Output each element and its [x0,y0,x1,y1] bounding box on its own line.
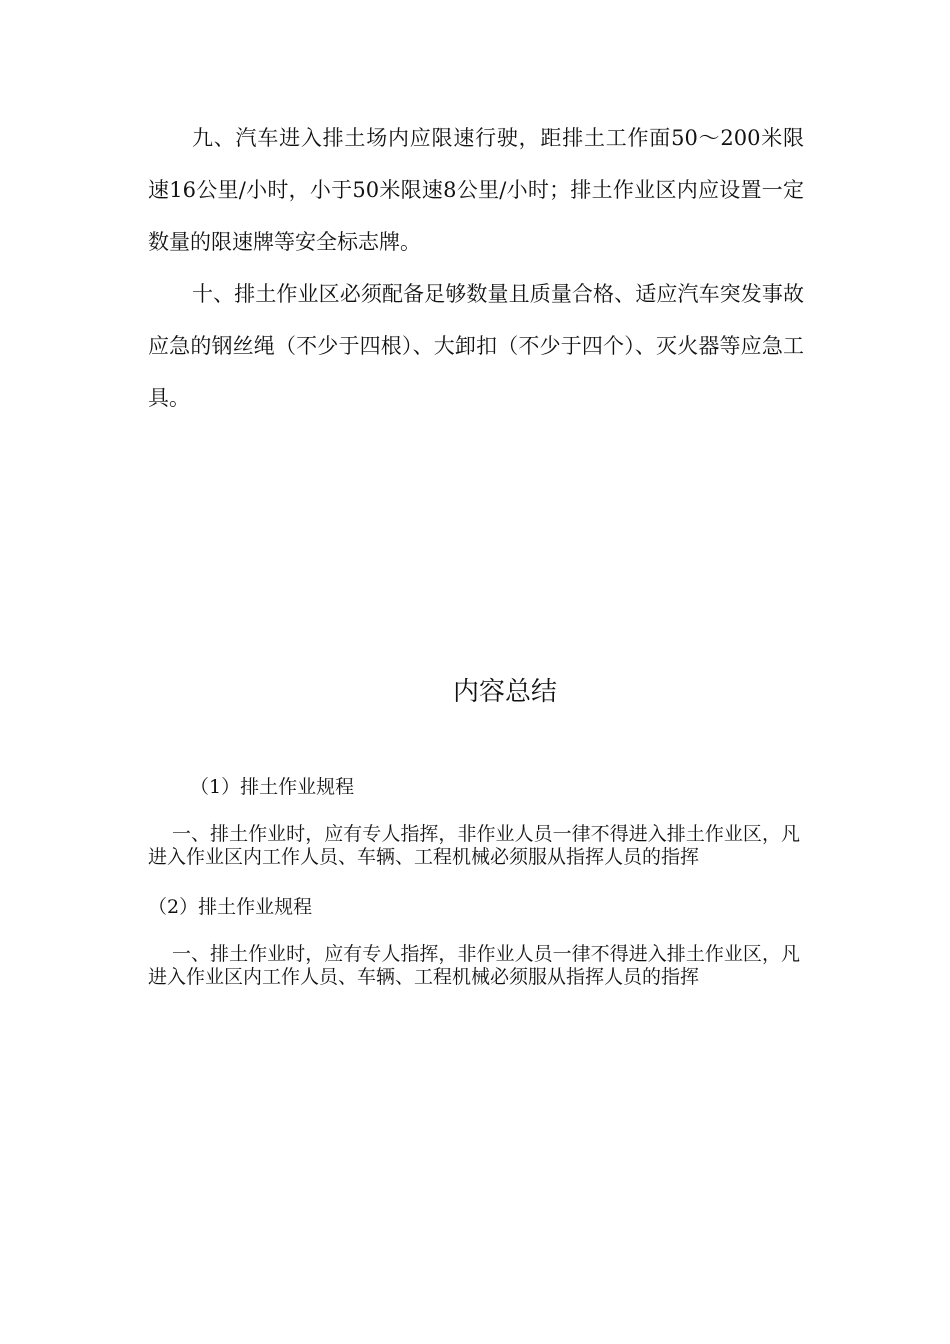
summary-section-2-text: 一、排土作业时，应有专人指挥，非作业人员一律不得进入排土作业区，凡进入作业区内工作人员、车辆、工程机械必须服从指挥人员的指挥 [148,943,800,988]
paragraph-nine: 九、汽车进入排土场内应限速行驶，距排土工作面50～200米限速16公里/小时，小于50米限速8公里/小时；排土作业区内应设置一定数量的限速牌等安全标志牌。 [148,126,804,254]
summary-section-1-heading: （1）排土作业规程 [190,776,355,798]
summary-title: 内容总结 [452,677,557,707]
summary-section-2-heading: （2）排土作业规程 [148,896,313,918]
summary-section-1-text: 一、排土作业时，应有专人指挥，非作业人员一律不得进入排土作业区，凡进入作业区内工作人员、车辆、工程机械必须服从指挥人员的指挥 [148,823,800,868]
paragraph-ten: 十、排土作业区必须配备足够数量且质量合格、适应汽车突发事故应急的钢丝绳（不少于四根）、大卸扣（不少于四个）、灭火器等应急工具。 [148,282,804,410]
